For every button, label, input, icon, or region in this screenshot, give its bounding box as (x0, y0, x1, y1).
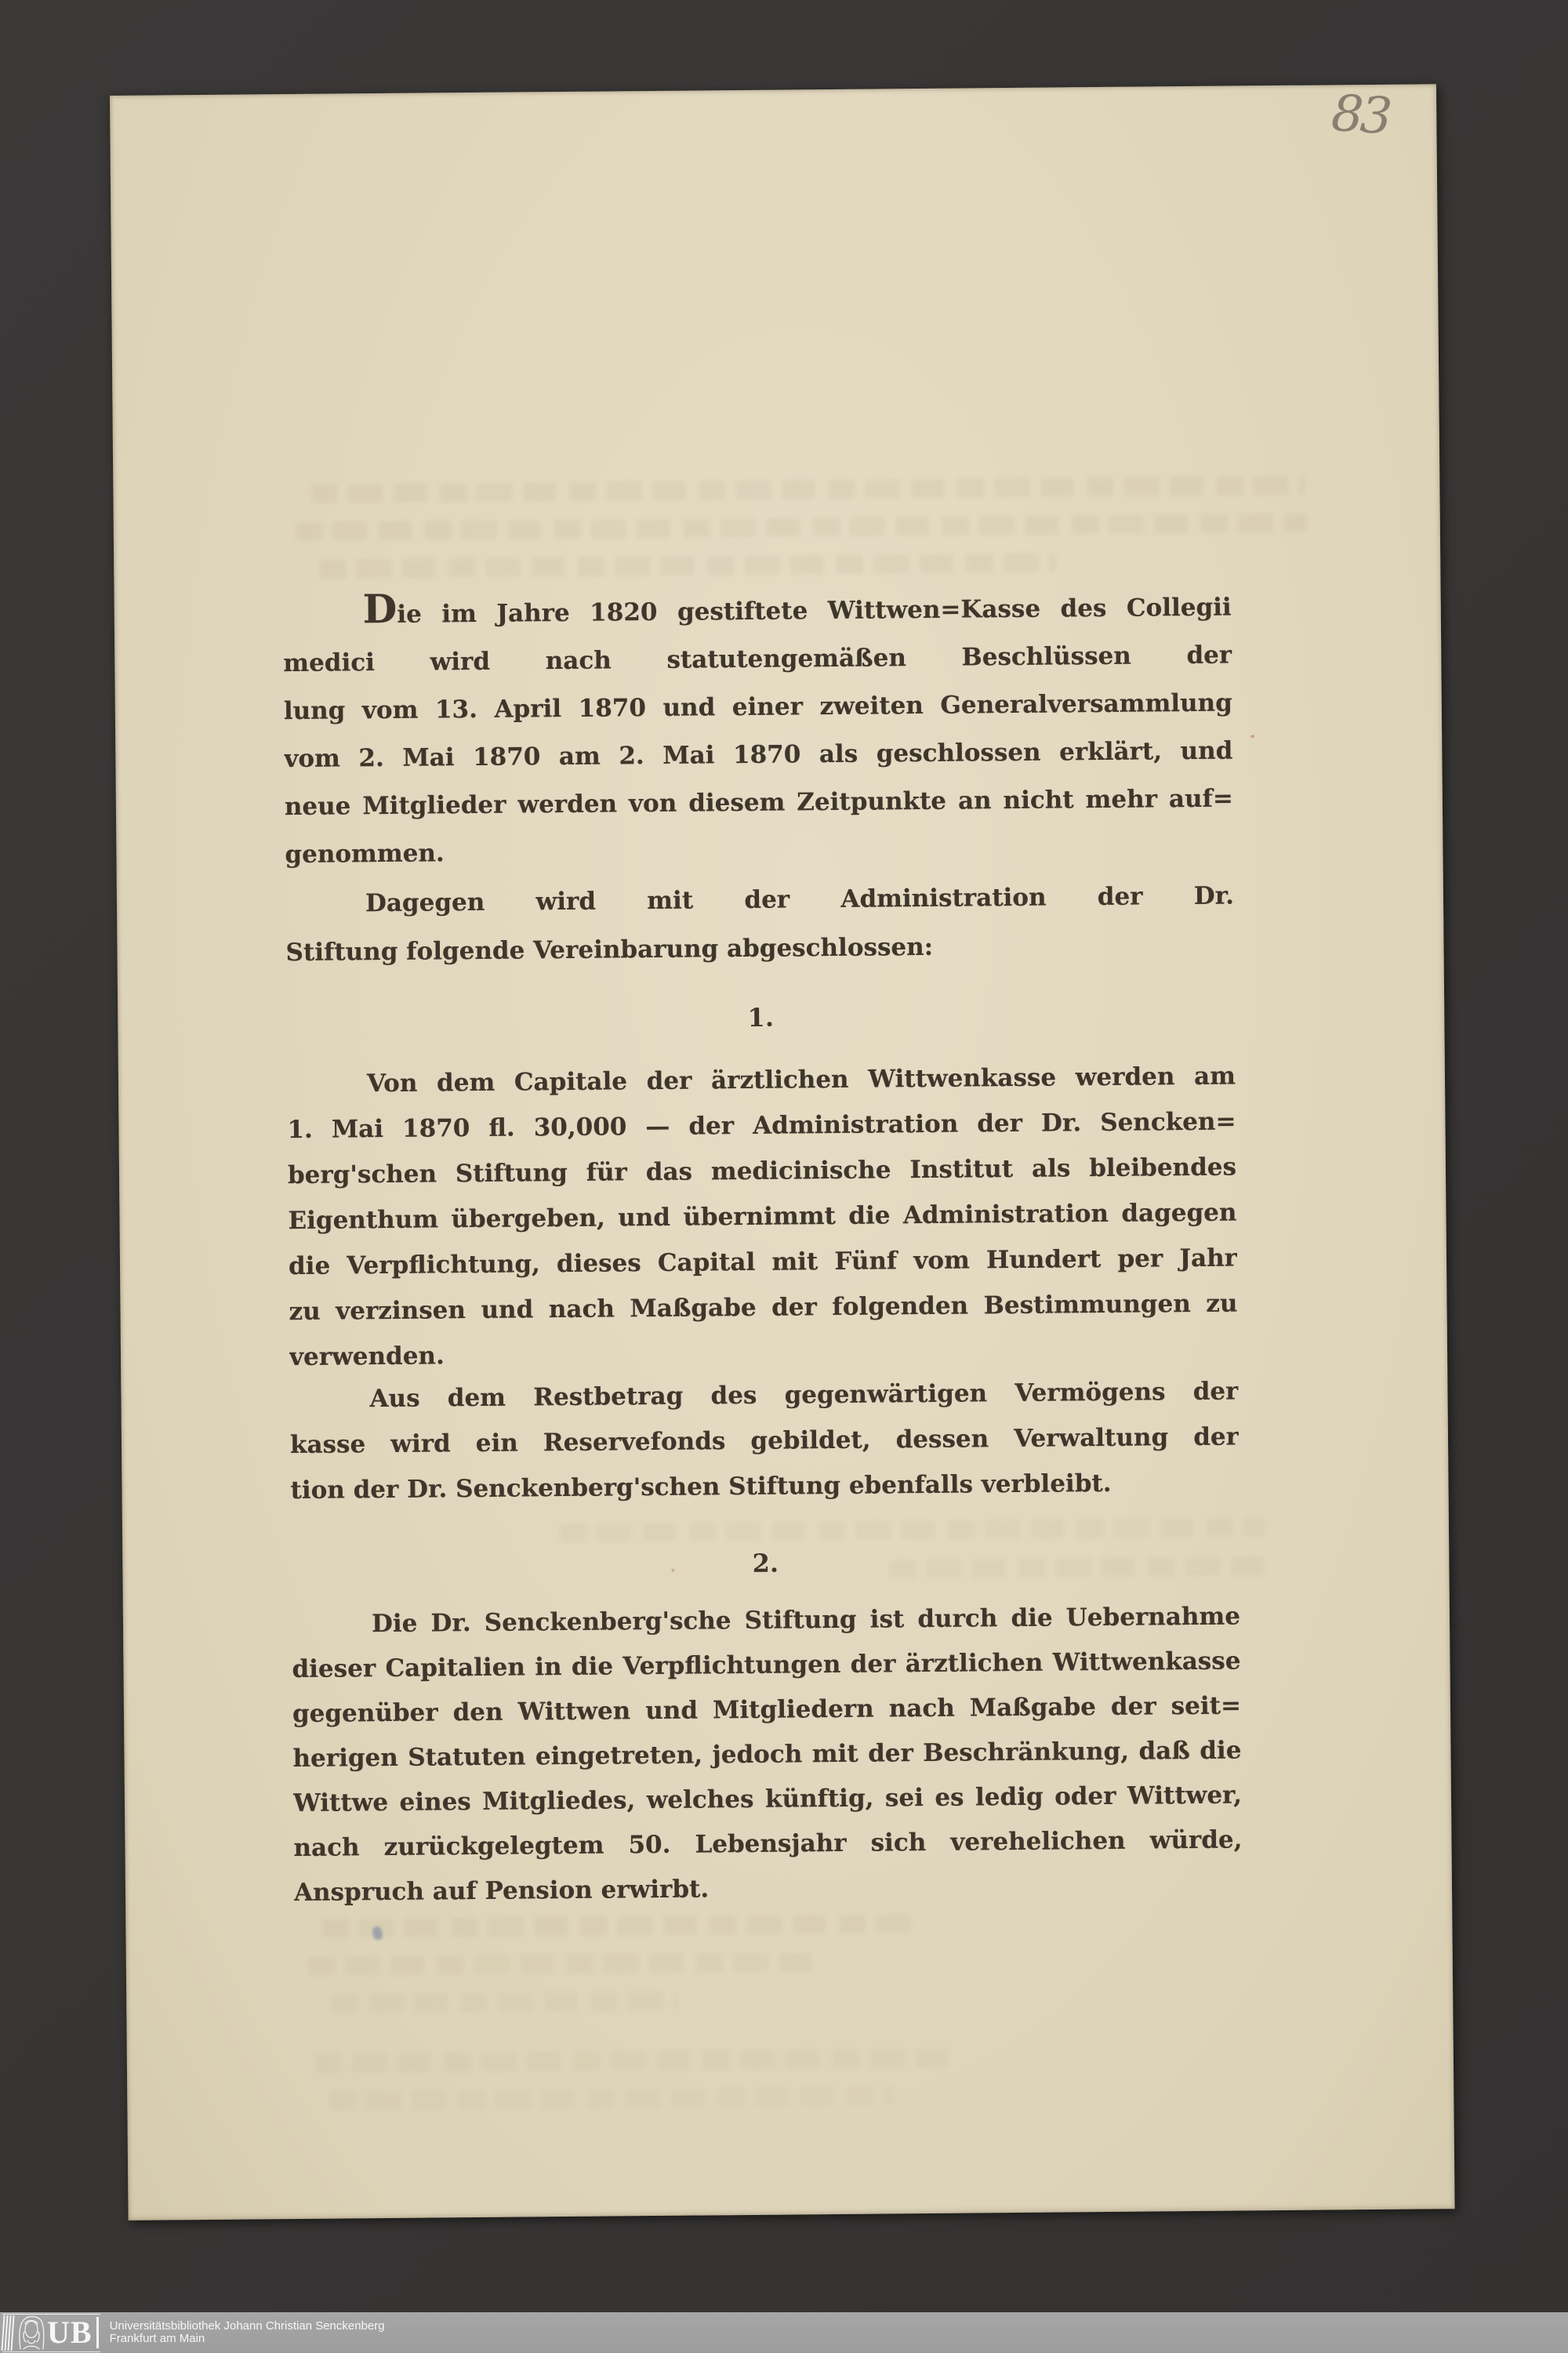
ub-logo-text: UB (47, 2315, 93, 2350)
text-line: Anspruch auf Pension erwirbt. (293, 1875, 710, 1908)
ub-logo (2, 2314, 100, 2352)
text-line: neue Mitglieder werden von diesem Zeitpunkte an nicht mehr auf= (284, 784, 1234, 822)
text-line: berg'schen Stiftung für das medicinische Institut als bleibendes (287, 1153, 1237, 1190)
showthrough-line (332, 1992, 677, 2013)
showthrough-line (296, 514, 1307, 541)
handwritten-page-number: 83 (1330, 84, 1391, 147)
library-footer-bar (0, 2312, 1568, 2353)
book-spines-icon (1, 2315, 16, 2351)
paper-speck (671, 1569, 674, 1572)
text-line: Stiftung folgende Vereinbarung abgeschlossen: (285, 932, 934, 968)
text-line: Die im Jahre 1820 gestiftete Wittwen=Kasse des Collegii (362, 585, 1232, 633)
text-line: nach zurückgelegtem 50. Lebensjahr sich verehelichen würde, (293, 1825, 1243, 1863)
showthrough-line (315, 2049, 958, 2073)
text-line: verwenden. (289, 1342, 445, 1372)
text-line: zu verzinsen und nach Maßgabe der folgenden Bestimmungen zu (289, 1289, 1238, 1327)
text-line: Aus dem Restbetrag des gegenwärtigen Vermögens der (369, 1377, 1239, 1414)
text-line: tion der Dr. Senckenberg'schen Stiftung ebenfalls verbleibt. (290, 1469, 1112, 1505)
text-line: Wittwe eines Mitgliedes, welches künftig, sei es ledig oder Wittwer, (292, 1781, 1243, 1818)
text-line: Dagegen wird mit der Administration der Dr. (365, 881, 1235, 918)
logo-divider (96, 2317, 99, 2348)
library-attribution (110, 2320, 385, 2345)
text-line: lung vom 13. April 1870 und einer zweiten Generalversammlung (283, 688, 1232, 726)
text-line: gegenüber den Wittwen und Mitgliedern nach Maßgabe der seit= (292, 1691, 1242, 1729)
text-line: die Verpflichtung, dieses Capital mit Fünf vom Hundert per Jahr (288, 1244, 1238, 1281)
showthrough-line (889, 1556, 1267, 1578)
paragraph-opening (283, 584, 1234, 880)
library-name: Universitätsbibliothek Johann Christian Senckenberg (109, 2319, 385, 2333)
library-location: Frankfurt am Main (109, 2332, 205, 2345)
paragraph-agreement-intro (285, 872, 1235, 978)
text-line: Eigenthum übergeben, und übernimmt die Administration dagegen (288, 1198, 1237, 1236)
showthrough-line (310, 476, 1305, 503)
showthrough-line (319, 553, 1056, 578)
showthrough-line (308, 1952, 818, 1976)
text-line: herigen Statuten eingetreten, jedoch mit der Beschränkung, daß die (292, 1736, 1242, 1774)
text-line: 1. Mai 1870 fl. 30,000 — der Administration der Dr. Sencken= (287, 1107, 1236, 1145)
section-1-heading: 1. (747, 1002, 775, 1033)
text-line: Die Dr. Senckenberg'sche Stiftung ist durch die Uebernahme (371, 1602, 1241, 1639)
paper-speck (1250, 735, 1254, 738)
section-2-heading: 2. (752, 1548, 779, 1578)
showthrough-line (321, 1914, 917, 1938)
section-2-paragraph-1 (292, 1594, 1243, 1915)
showthrough-line (329, 2086, 894, 2110)
text-line: medici wird nach statutengemäßen Beschlüssen der (283, 641, 1232, 678)
section-1-paragraph-2 (289, 1369, 1239, 1514)
showthrough-line (560, 1517, 1265, 1542)
section-1-paragraph-1 (287, 1054, 1238, 1381)
document-page (110, 84, 1455, 2220)
senckenberg-portrait-icon (17, 2315, 45, 2351)
text-line: kasse wird ein Reservefonds gebildet, dessen Verwaltung der (289, 1422, 1240, 1460)
text-line: vom 2. Mai 1870 am 2. Mai 1870 als geschlossen erklärt, und (284, 736, 1233, 774)
text-line: genommen. (285, 839, 445, 870)
text-line: Von dem Capitale der ärztlichen Wittwenkasse werden am (366, 1062, 1236, 1098)
text-line: dieser Capitalien in die Verpflichtungen der ärztlichen Wittwenkasse (292, 1647, 1241, 1684)
